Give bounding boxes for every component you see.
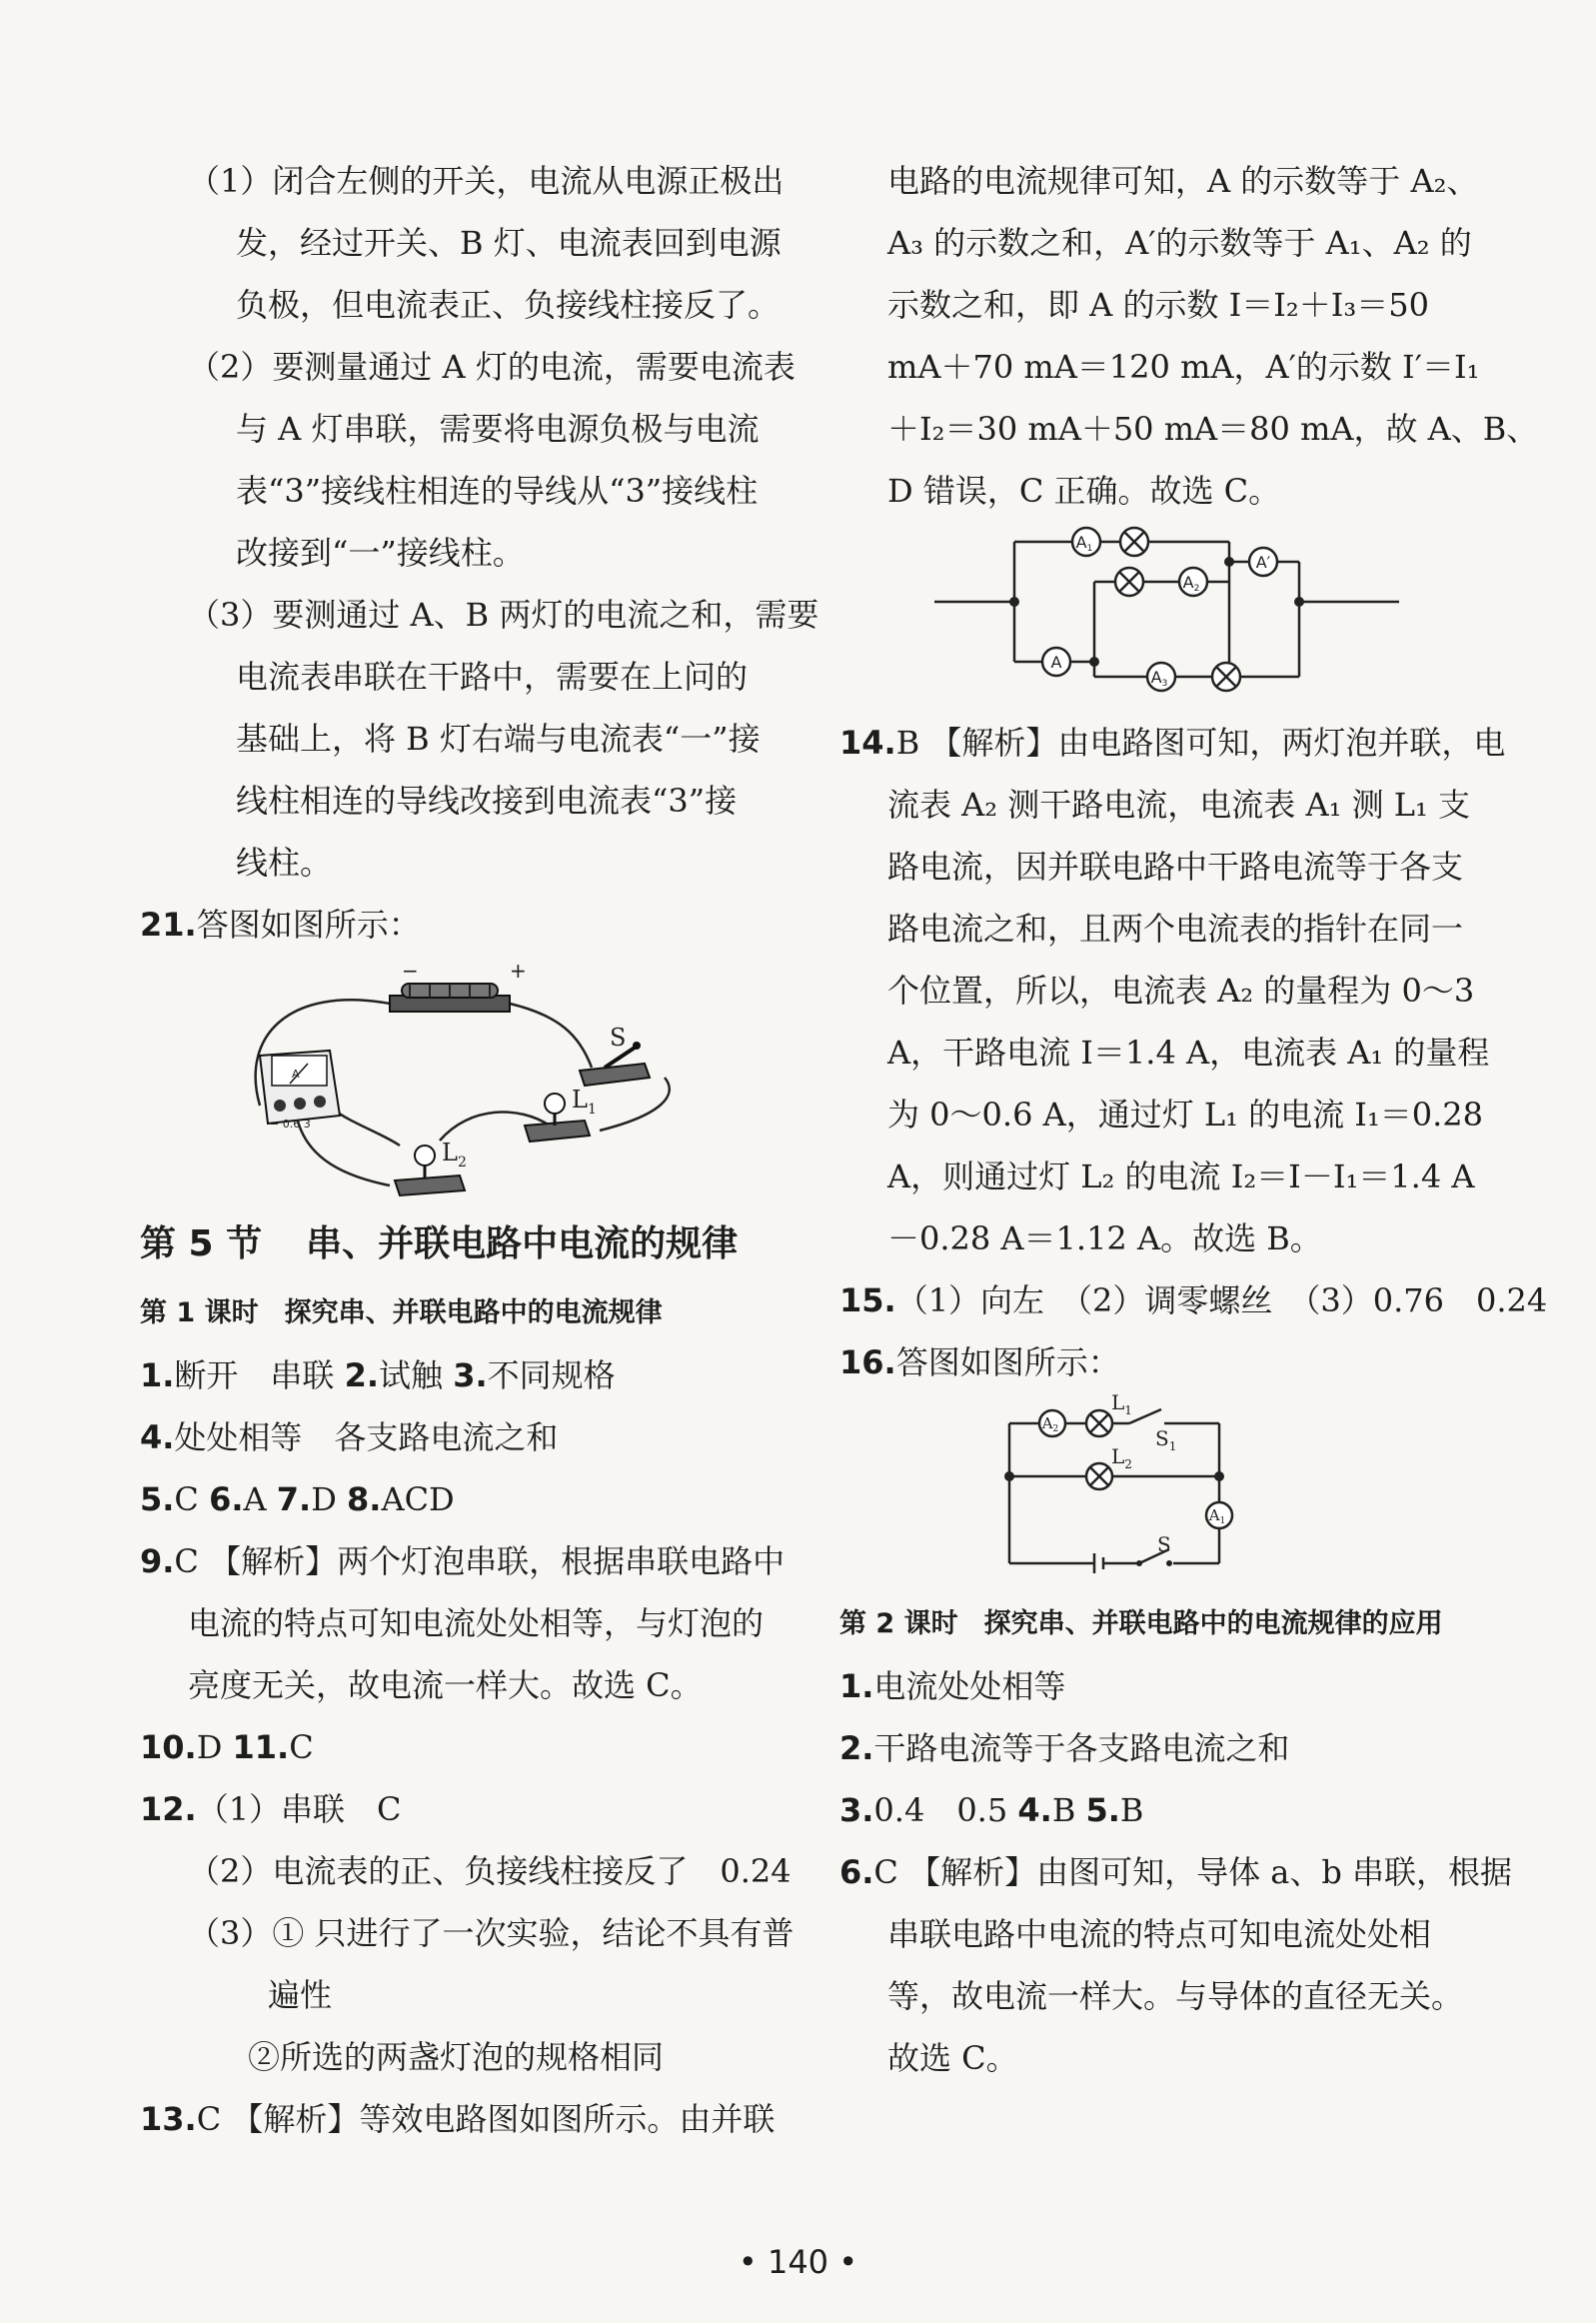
switch-label: S: [610, 1024, 627, 1052]
q14: 14.B 【解析】由电路图可知，两灯泡并联，电: [839, 724, 1506, 762]
lesson-1-heading: [140, 1282, 780, 1344]
answers-1-3: 1.断开 串联 2.试触 3.不同规格: [140, 1356, 616, 1394]
l2-label: $L_2$: [1111, 1444, 1132, 1471]
l2-answer-2: 2.干路电流等于各支路电流之和: [839, 1729, 1290, 1767]
q14-line: －0.28 A＝1.12 A。故选 B。: [887, 1219, 1322, 1257]
figure-13-equivalent-circuit: [839, 522, 1479, 712]
question-number: 21.: [140, 906, 197, 944]
q14-line: 路电流，因并联电路中干路电流等于各支: [887, 848, 1464, 886]
answer-text: 答图如图所示：: [196, 906, 421, 944]
lesson-number: 第 1 课时: [140, 1297, 259, 1328]
q6-line: 故选 C。: [887, 2039, 1018, 2077]
q12: 12.（1）串联 C: [140, 1790, 402, 1828]
q16: 16.答图如图所示：: [839, 1343, 1120, 1381]
q20-line: 基础上，将 B 灯右端与电流表“一”接: [236, 720, 761, 758]
answers-5-8: 5.C 6.A 7.D 8.ACD: [140, 1480, 455, 1518]
answers-10-11: 10.D 11.C: [140, 1728, 314, 1766]
lesson-number: 第 2 课时: [839, 1608, 958, 1639]
figure-16-circuit-diagram: [839, 1393, 1479, 1593]
ammeter-a-label: A: [292, 1068, 300, 1081]
a2-label: $A_2$: [1041, 1414, 1059, 1434]
section-heading: [140, 1206, 780, 1282]
q14-line: 流表 A₂ 测干路电流，电流表 A₁ 测 L₁ 支: [887, 786, 1470, 824]
q12-line: （2）电流表的正、负接线柱接反了 0.24: [188, 1852, 792, 1890]
q13-line: ＋I₂＝30 mA＋50 mA＝80 mA，故 A、B、: [887, 410, 1539, 448]
q20-line: （1）闭合左侧的开关，电流从电源正极出: [188, 162, 785, 200]
q13-line: 电路的电流规律可知，A 的示数等于 A₂、: [887, 162, 1479, 200]
q14-line: 个位置，所以，电流表 A₂ 的量程为 0～3: [887, 972, 1475, 1010]
q20-line: 表“3”接线柱相连的导线从“3”接线柱: [236, 472, 759, 510]
q14-line: 为 0～0.6 A，通过灯 L₁ 的电流 I₁＝0.28: [887, 1096, 1484, 1134]
l2-answer-1: 1.电流处处相等: [839, 1667, 1066, 1705]
q15: 15.（1）向左 （2）调零螺丝 （3）0.76 0.24: [839, 1281, 1548, 1319]
s1-label: $S_1$: [1155, 1426, 1177, 1453]
lesson-title: 探究串、并联电路中的电流规律: [284, 1297, 663, 1328]
answer-4: 4.处处相等 各支路电流之和: [140, 1418, 559, 1456]
figure-21-wiring-diagram: [140, 956, 780, 1200]
lesson-2-heading: [839, 1593, 1479, 1655]
q13-line: 示数之和，即 A 的示数 I＝I₂＋I₃＝50: [887, 286, 1429, 324]
q13-line: mA＋70 mA＝120 mA，A′的示数 I′＝I₁: [887, 348, 1480, 386]
q20-line: 线柱相连的导线改接到电流表“3”接: [236, 782, 738, 820]
q14-line: A，则通过灯 L₂ 的电流 I₂＝I－I₁＝1.4 A: [887, 1158, 1475, 1195]
ammeter-icon: [260, 1051, 340, 1124]
a-prime-label: A′: [1255, 553, 1271, 572]
page-number: • 140 •: [738, 2243, 858, 2281]
a1-label: A1: [1075, 533, 1093, 554]
q6-line: 等，故电流一样大。与导体的直径无关。: [887, 1977, 1464, 2015]
q13: 13.C 【解析】等效电路图如图所示。由并联: [140, 2100, 776, 2138]
q9-line: 电流的特点可知电流处处相等，与灯泡的: [188, 1604, 765, 1642]
q14-line: 路电流之和，且两个电流表的指针在同一: [887, 910, 1464, 948]
q20-line: （2）要测量通过 A 灯的电流，需要电流表: [188, 348, 796, 386]
q12-line: ②所选的两盏灯泡的规格相同: [248, 2038, 665, 2076]
q9-line: 亮度无关，故电流一样大。故选 C。: [188, 1666, 703, 1704]
section-title: 串、并联电路中电流的规律: [306, 1223, 739, 1264]
a1-label: $A_1$: [1208, 1506, 1226, 1526]
battery-icon: [390, 984, 510, 1012]
section-number: 第 5 节: [140, 1223, 263, 1264]
q20-line: 改接到“一”接线柱。: [236, 534, 525, 572]
q6-line: 串联电路中电流的特点可知电流处处相: [887, 1915, 1432, 1953]
q13-line: A₃ 的示数之和，A′的示数等于 A₁、A₂ 的: [887, 224, 1472, 262]
battery-minus-label: −: [402, 959, 419, 983]
lesson-title: 探究串、并联电路中的电流规律的应用: [983, 1608, 1443, 1639]
a3-label: A3: [1150, 668, 1168, 689]
right-column: [839, 150, 1548, 2089]
l2-answers-3-5: 3.0.4 0.5 4.B 5.B: [839, 1791, 1144, 1829]
q21: [140, 894, 780, 956]
q20-line: 发，经过开关、B 灯、电流表回到电源: [236, 224, 782, 262]
battery-plus-label: +: [510, 959, 527, 983]
q20-line: 线柱。: [236, 844, 333, 882]
q12-line: 遍性: [268, 1976, 333, 2014]
q20-line: 与 A 灯串联，需要将电源负极与电流: [236, 410, 760, 448]
bulb-l1-label: $L_1$: [572, 1086, 597, 1118]
q20-line: 负极，但电流表正、负接线柱接反了。: [236, 286, 781, 324]
bulb-l2-label: $L_2$: [442, 1139, 467, 1170]
l1-label: $L_1$: [1111, 1393, 1132, 1417]
left-column: [140, 150, 819, 2150]
q20-line: 电流表串联在干路中，需要在上问的: [236, 658, 749, 696]
q20-line: （3）要测通过 A、B 两灯的电流之和，需要: [188, 596, 819, 634]
q14-line: A，干路电流 I＝1.4 A，电流表 A₁ 的量程: [887, 1034, 1490, 1072]
l2-q6: 6.C 【解析】由图可知，导体 a、b 串联，根据: [839, 1853, 1512, 1891]
q9: 9.C 【解析】两个灯泡串联，根据串联电路中: [140, 1542, 786, 1580]
a-label: A: [1050, 653, 1062, 672]
a2-label: A2: [1182, 573, 1200, 594]
ammeter-terminals-label: − 0.6 3: [270, 1118, 311, 1131]
q12-line: （3）① 只进行了一次实验，结论不具有普: [188, 1914, 795, 1952]
q13-line: D 错误，C 正确。故选 C。: [887, 472, 1281, 510]
s-label: S: [1157, 1532, 1171, 1556]
